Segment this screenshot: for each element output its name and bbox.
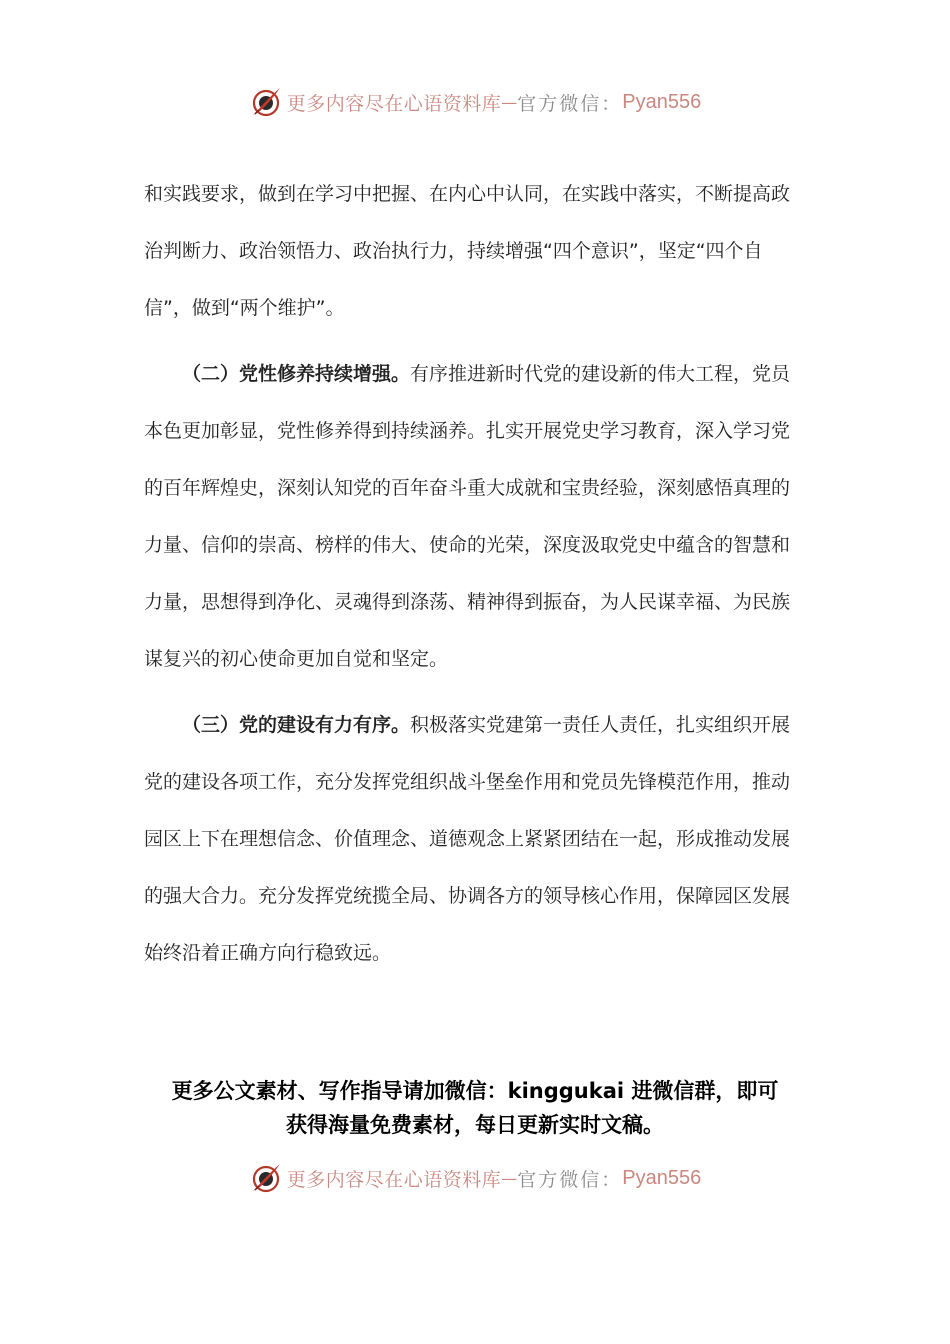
quill-logo-icon [249, 1161, 283, 1195]
paragraph-2-line-2: 本色更加彰显，党性修养得到持续涵养。扎实开展党史学习教育，深入学习党 [144, 420, 791, 442]
paragraph-2-line-5: 力量，思想得到净化、灵魂得到涤荡、精神得到振奋，为人民谋幸福、为民族 [144, 591, 791, 613]
watermark-text: 更多内容尽在心语资料库 [286, 92, 502, 115]
footer-promo-line-1: 更多公文素材、写作指导请加微信：kinggukai 进微信群，即可 [171, 1079, 779, 1103]
paragraph-3-heading: （三）党的建设有力有序。 [182, 714, 411, 736]
paragraph-3-line-3: 园区上下在理想信念、价值理念、道德观念上紧紧团结在一起，形成推动发展 [144, 828, 791, 850]
paragraph-3-line-4: 的强大合力。充分发挥党统揽全局、协调各方的领导核心作用，保障园区发展 [144, 885, 791, 907]
watermark-text: 更多内容尽在心语资料库 [286, 1168, 502, 1191]
footer-watermark [0, 1156, 950, 1200]
paragraph-2-line-3: 的百年辉煌史，深刻认知党的百年奋斗重大成就和宝贵经验，深刻感悟真理的 [144, 477, 791, 499]
paragraph-3-line-1-text: 积极落实党建第一责任人责任，扎实组织开展 [410, 714, 791, 736]
paragraph-1-line-2: 治判断力、政治领悟力、政治执行力，持续增强“四个意识”，坚定“四个自 [144, 240, 763, 262]
header-watermark [0, 80, 950, 124]
paragraph-2-line-1 [182, 356, 806, 392]
watermark-dash: — [501, 92, 518, 112]
paragraph-3-line-5: 始终沿着正确方向行稳致远。 [144, 942, 392, 964]
watermark-wechat-label: 官方微信： [517, 1168, 623, 1191]
paragraph-2-line-4: 力量、信仰的崇高、榜样的伟大、使命的光荣，深度汲取党史中蕴含的智慧和 [144, 534, 791, 556]
footer-promo-line-2: 获得海量免费素材，每日更新实时文稿。 [286, 1113, 664, 1137]
paragraph-2-heading: （二）党性修养持续增强。 [182, 363, 411, 385]
paragraph-3-line-2: 党的建设各项工作，充分发挥党组织战斗堡垒作用和党员先锋模范作用，推动 [144, 771, 791, 793]
quill-logo-icon [249, 85, 283, 119]
paragraph-2-line-1-text: 有序推进新时代党的建设新的伟大工程，党员 [410, 363, 791, 385]
watermark-wechat-id: Pyan556 [622, 90, 702, 113]
watermark-wechat-label: 官方微信： [517, 92, 623, 115]
watermark-dash: — [501, 1168, 518, 1188]
watermark-wechat-id: Pyan556 [622, 1166, 702, 1189]
paragraph-3-line-1 [182, 707, 806, 743]
paragraph-2-line-6: 谋复兴的初心使命更加自觉和坚定。 [144, 648, 449, 670]
paragraph-1-line-1: 和实践要求，做到在学习中把握、在内心中认同，在实践中落实，不断提高政 [144, 183, 791, 205]
paragraph-1-line-3: 信”，做到“两个维护”。 [144, 297, 345, 319]
